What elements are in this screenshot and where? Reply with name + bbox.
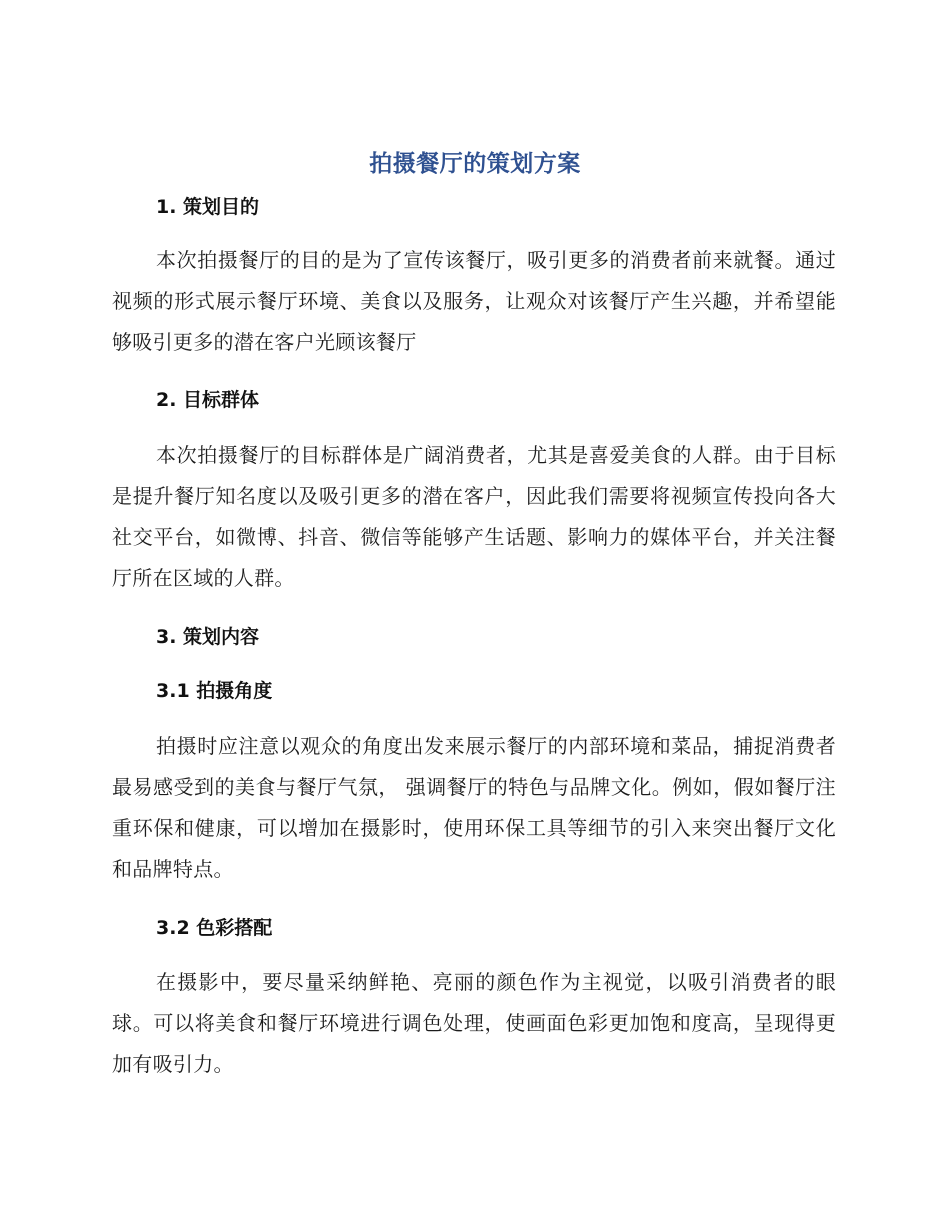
section-paragraph-target-group: 本次拍摄餐厅的目标群体是广阔消费者，尤其是喜爱美食的人群。由于目标是提升餐厅知名度以及吸引更多的潜在客户，因此我们需要将视频宣传投向各大社交平台，如微博、抖音、微信等能够产生话题、影响力的媒体平台，并关注餐厅所在区域的人群。 <box>112 443 836 590</box>
section-heading-shooting-angle: 3.1 拍摄角度 <box>156 680 273 702</box>
section-heading-color-matching: 3.2 色彩搭配 <box>156 917 273 939</box>
section-paragraph-purpose: 本次拍摄餐厅的目的是为了宣传该餐厅，吸引更多的消费者前来就餐。通过视频的形式展示餐厅环境、美食以及服务，让观众对该餐厅产生兴趣，并希望能够吸引更多的潜在客户光顾该餐厅 <box>112 248 836 354</box>
section-heading-purpose: 1. 策划目的 <box>156 196 260 218</box>
section-paragraph-shooting-angle: 拍摄时应注意以观众的角度出发来展示餐厅的内部环境和菜品，捕捉消费者最易感受到的美食与餐厅气氛， 强调餐厅的特色与品牌文化。例如，假如餐厅注重环保和健康，可以增加在摄影时，使用环保工具等细节的引入来突出餐厅文化和品牌特点。 <box>112 734 836 881</box>
document-title: 拍摄餐厅的策划方案 <box>369 151 581 177</box>
section-heading-content: 3. 策划内容 <box>156 626 260 648</box>
section-heading-target-group: 2. 目标群体 <box>156 389 260 411</box>
section-paragraph-color-matching: 在摄影中，要尽量采纳鲜艳、亮丽的颜色作为主视觉，以吸引消费者的眼球。可以将美食和餐厅环境进行调色处理，使画面色彩更加饱和度高，呈现得更加有吸引力。 <box>112 970 836 1076</box>
